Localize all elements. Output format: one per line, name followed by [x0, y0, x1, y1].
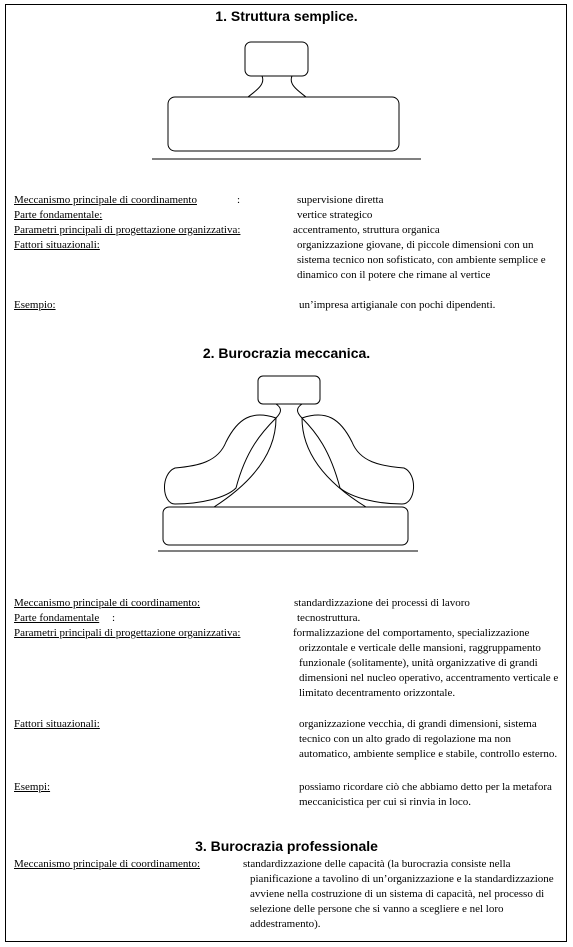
s2-label-parametri: Parametri principali di progettazione organizzativa:: [14, 627, 241, 639]
s1-label-parte: Parte fondamentale:: [14, 209, 103, 221]
s1-value-meccanismo: supervisione diretta: [297, 194, 384, 206]
s2-sep-parte: :: [112, 612, 116, 624]
s2-value-parametri: formalizzazione del comportamento, specializzazione orizzontale e verticale delle mansioni, raggruppamento funzionale (solitamente), unità organizzative di grandi dimensioni nel nucleo operativo, accentramento verticale e limitato decentramento orizzontale.: [293, 627, 559, 699]
s2-value-fattori: organizzazione vecchia, di grandi dimensioni, sistema tecnico con un alto grado di regolazione ma non automatico, ambiente semplice e stabile, controllo esterno.: [299, 718, 558, 760]
s1-value-parte: vertice strategico: [297, 209, 373, 221]
simple-structure-diagram: [0, 0, 573, 170]
section-3-heading: 3. Burocrazia professionale: [195, 838, 378, 854]
s2-value-parte: tecnostruttura.: [297, 612, 361, 624]
s1-label-esempio: Esempio:: [14, 299, 56, 311]
s3-label-meccanismo: Meccanismo principale di coordinamento:: [14, 858, 201, 870]
s2-label-meccanismo: Meccanismo principale di coordinamento:: [14, 597, 201, 609]
s2-value-meccanismo: standardizzazione dei processi di lavoro: [294, 597, 470, 609]
s1-value-esempio: un’impresa artigianale con pochi dipendenti.: [299, 299, 496, 311]
s1-label-meccanismo: Meccanismo principale di coordinamento: [14, 194, 197, 206]
section-2-heading: 2. Burocrazia meccanica.: [202, 345, 371, 361]
s1-label-fattori: Fattori situazionali:: [14, 239, 100, 251]
s1-value-fattori: organizzazione giovane, di piccole dimensioni con un sistema tecnico non sofisticato, con ambiente semplice e dinamico con il potere che rimane al vertice: [297, 239, 546, 281]
s2-label-parte: Parte fondamentale: [14, 612, 100, 624]
machine-bureaucracy-diagram: [0, 370, 573, 570]
section-1-heading: 1. Struttura semplice.: [215, 8, 358, 24]
s1-value-parametri: accentramento, struttura organica: [293, 224, 440, 236]
s3-value-meccanismo: standardizzazione delle capacità (la burocrazia consiste nella pianificazione a tavolino di un’organizzazione e la standardizzazione avviene nella costruzione di un sistema di capacità, nel processo di selezione delle persone che si vanno a scegliere e nel loro addestramento).: [243, 858, 554, 930]
s2-label-fattori: Fattori situazionali:: [14, 718, 100, 730]
s2-value-esempi: possiamo ricordare ciò che abbiamo detto per la metafora meccanicistica per cui si rinvia in loco.: [299, 781, 552, 808]
s2-label-esempi: Esempi:: [14, 781, 51, 793]
s1-sep-meccanismo: :: [237, 194, 241, 206]
s1-label-parametri: Parametri principali di progettazione organizzativa:: [14, 224, 241, 236]
